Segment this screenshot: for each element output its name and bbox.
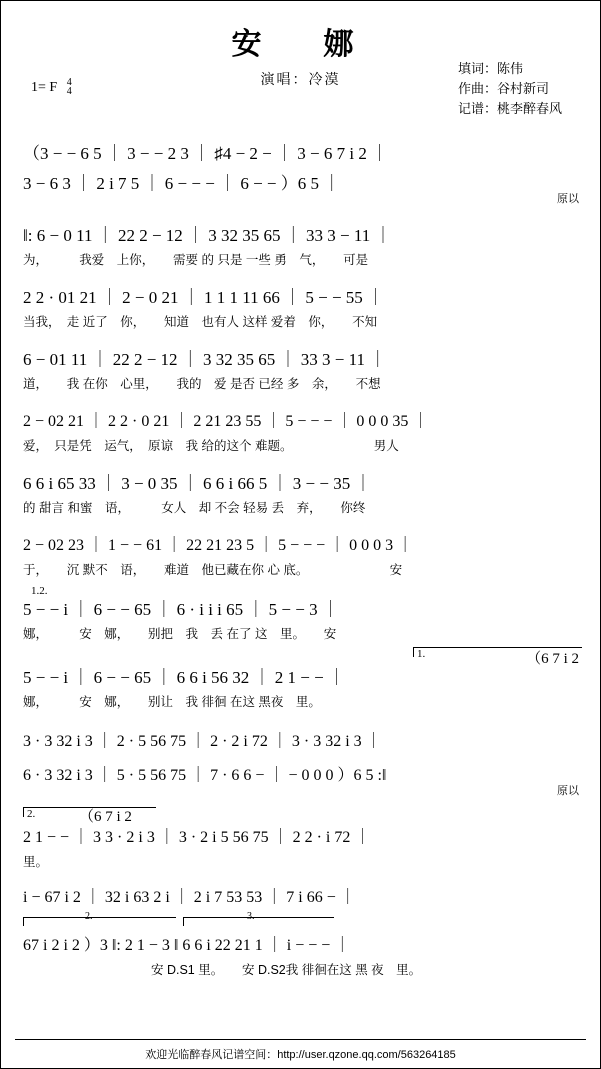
notation-row: 3 − 6 3 ｜ 2 i 7 5 ｜ 6 − − − ｜ 6 − − ）6 5 ｜ (23, 174, 341, 193)
staff-line (23, 285, 583, 331)
notation-row: 2 − 02 23 ｜ 1 − − 61 ｜ 22 21 23 5 ｜ 5 − − − ｜ 0 0 0 3 ｜ (23, 537, 414, 554)
right-annotation: 原以 (557, 785, 579, 797)
staff-container (23, 141, 583, 983)
pickup-notes: （6 7 i 2 (526, 651, 579, 667)
staff-line (23, 223, 583, 269)
lyrics-row: 里。 (23, 855, 49, 869)
staff-line (23, 471, 583, 517)
repeat-ending-label: 1.2. (31, 585, 48, 597)
notation-row: 5 − − i ｜ 6 − − 65 ｜ 6 6 i 56 32 ｜ 2 1 − − ｜ (23, 668, 345, 687)
notation-row: 6 6 i 65 33 ｜ 3 − 0 35 ｜ 6 6 i 66 5 ｜ 3 − − 35 ｜ (23, 474, 372, 493)
pickup-notes: （6 7 i 2 (79, 809, 132, 825)
key-signature-label: 1= F (31, 80, 58, 96)
right-annotation: 原以 (557, 193, 579, 205)
notation-row: 2 2 · 01 21 ｜ 2 − 0 21 ｜ 1 1 1 11 66 ｜ 5 − − 55 ｜ (23, 288, 385, 307)
lyrics-row: 爱， 只是凭 运气， 原谅 我 给的这个 难题。 男人 (23, 439, 399, 453)
lyrics-row: 当我， 走 近了 你， 知道 也有人 这样 爱着 你， 不知 (23, 315, 378, 329)
lyrics-row: 安 D.S1 里。 安 D.S2我 徘徊在这 黑 夜 里。 (151, 963, 422, 977)
page-title: 安 娜 (231, 28, 370, 61)
lyrics-row: 道， 我 在你 心里， 我的 爱 是否 已经 多 余， 不想 (23, 377, 381, 391)
credit-lyricist: 填词：陈伟 (457, 61, 523, 76)
staff-line (23, 141, 583, 167)
ending-number-2: 2. (85, 911, 93, 922)
staff-line (23, 885, 583, 911)
notation-row: 6 − 01 11 ｜ 22 2 − 12 ｜ 3 32 35 65 ｜ 33 3 − 11 ｜ (23, 350, 387, 369)
notation-row: ‖: 6 − 0 11 ｜ 22 2 − 12 ｜ 3 32 35 65 ｜ 33 3 − 11 ｜ (23, 226, 392, 245)
first-ending-number: 1. (417, 648, 426, 660)
staff-line (23, 409, 583, 455)
notation-row: i − 67 i 2 ｜ 32 i 63 2 i ｜ 2 i 7 53 53 ｜ 7 i 66 − ｜ (23, 889, 356, 906)
second-ending-number: 2. (27, 808, 36, 820)
key-signature (31, 79, 72, 97)
ending-bracket-3 (183, 917, 334, 926)
lyrics-row: 于， 沉 默不 语， 难道 他已藏在你 心 底。 安 (23, 563, 403, 577)
staff-line (23, 533, 583, 579)
ending-bracket-2 (23, 917, 176, 926)
credit-composer: 作曲：谷村新司 (457, 81, 549, 96)
ending-number-3: 3. (247, 911, 255, 922)
notation-row: 5 − − i ｜ 6 − − 65 ｜ 6 · i i i 65 ｜ 5 − − 3 ｜ (23, 600, 339, 619)
time-signature-top: 4 (66, 77, 72, 88)
footer-divider (15, 1039, 586, 1040)
staff-line (23, 648, 583, 711)
credits-block (458, 59, 562, 119)
staff-line (23, 171, 583, 205)
notation-row: （3 − − 6 5 ｜ 3 − − 2 3 ｜ ♯4 − 2 − ｜ 3 − 6 7 i 2 ｜ (23, 144, 389, 163)
staff-line (23, 763, 583, 797)
lyrics-row: 娜， 安 娜， 别让 我 徘徊 在这 黑夜 里。 (23, 695, 321, 709)
singer-credit: 演唱：冷漠 (260, 73, 341, 88)
time-signature-bottom: 4 (66, 86, 72, 97)
notation-row: 6 · 3 32 i 3 ｜ 5 · 5 56 75 ｜ 7 · 6 6 − ｜ − 0 0 0 ）6 5 :‖ (23, 767, 387, 784)
notation-row: 67 i 2 i 2 ）3 ‖: 2 1 − 3 ‖ 6 6 i 22 21 1 ｜ i − − − ｜ (23, 937, 351, 954)
lyrics-row: 娜， 安 娜， 别把 我 丢 在了 这 里。 安 (23, 627, 337, 641)
time-signature (67, 78, 72, 96)
notation-row: 2 − 02 21 ｜ 2 2 · 0 21 ｜ 2 21 23 55 ｜ 5 − − − ｜ 0 0 0 35 ｜ (23, 413, 429, 430)
lyrics-row: 为， 我爱 上你， 需要 的 只是 一些 勇 气， 可是 (23, 253, 369, 267)
staff-line (23, 729, 583, 755)
staff-line (23, 585, 583, 643)
notation-row: 2 1 − − ｜ 3 3 · 2 i 3 ｜ 3 · 2 i 5 56 75 ｜ 2 2 · i 72 ｜ (23, 829, 371, 846)
lyrics-row: 的 甜言 和蜜 语， 女人 却 不会 轻易 丢 弃， 你终 (23, 501, 366, 515)
footer-text: 欢迎光临醉春风记谱空间：http://user.qzone.qq.com/563264185 (145, 1049, 456, 1061)
staff-line (23, 911, 583, 979)
staff-line (23, 347, 583, 393)
credit-transcriber: 记谱：桃李醉春风 (457, 101, 562, 116)
notation-row: 3 · 3 32 i 3 ｜ 2 · 5 56 75 ｜ 2 · 2 i 72 ｜ 3 · 3 32 i 3 ｜ (23, 733, 382, 750)
staff-line (23, 808, 583, 871)
